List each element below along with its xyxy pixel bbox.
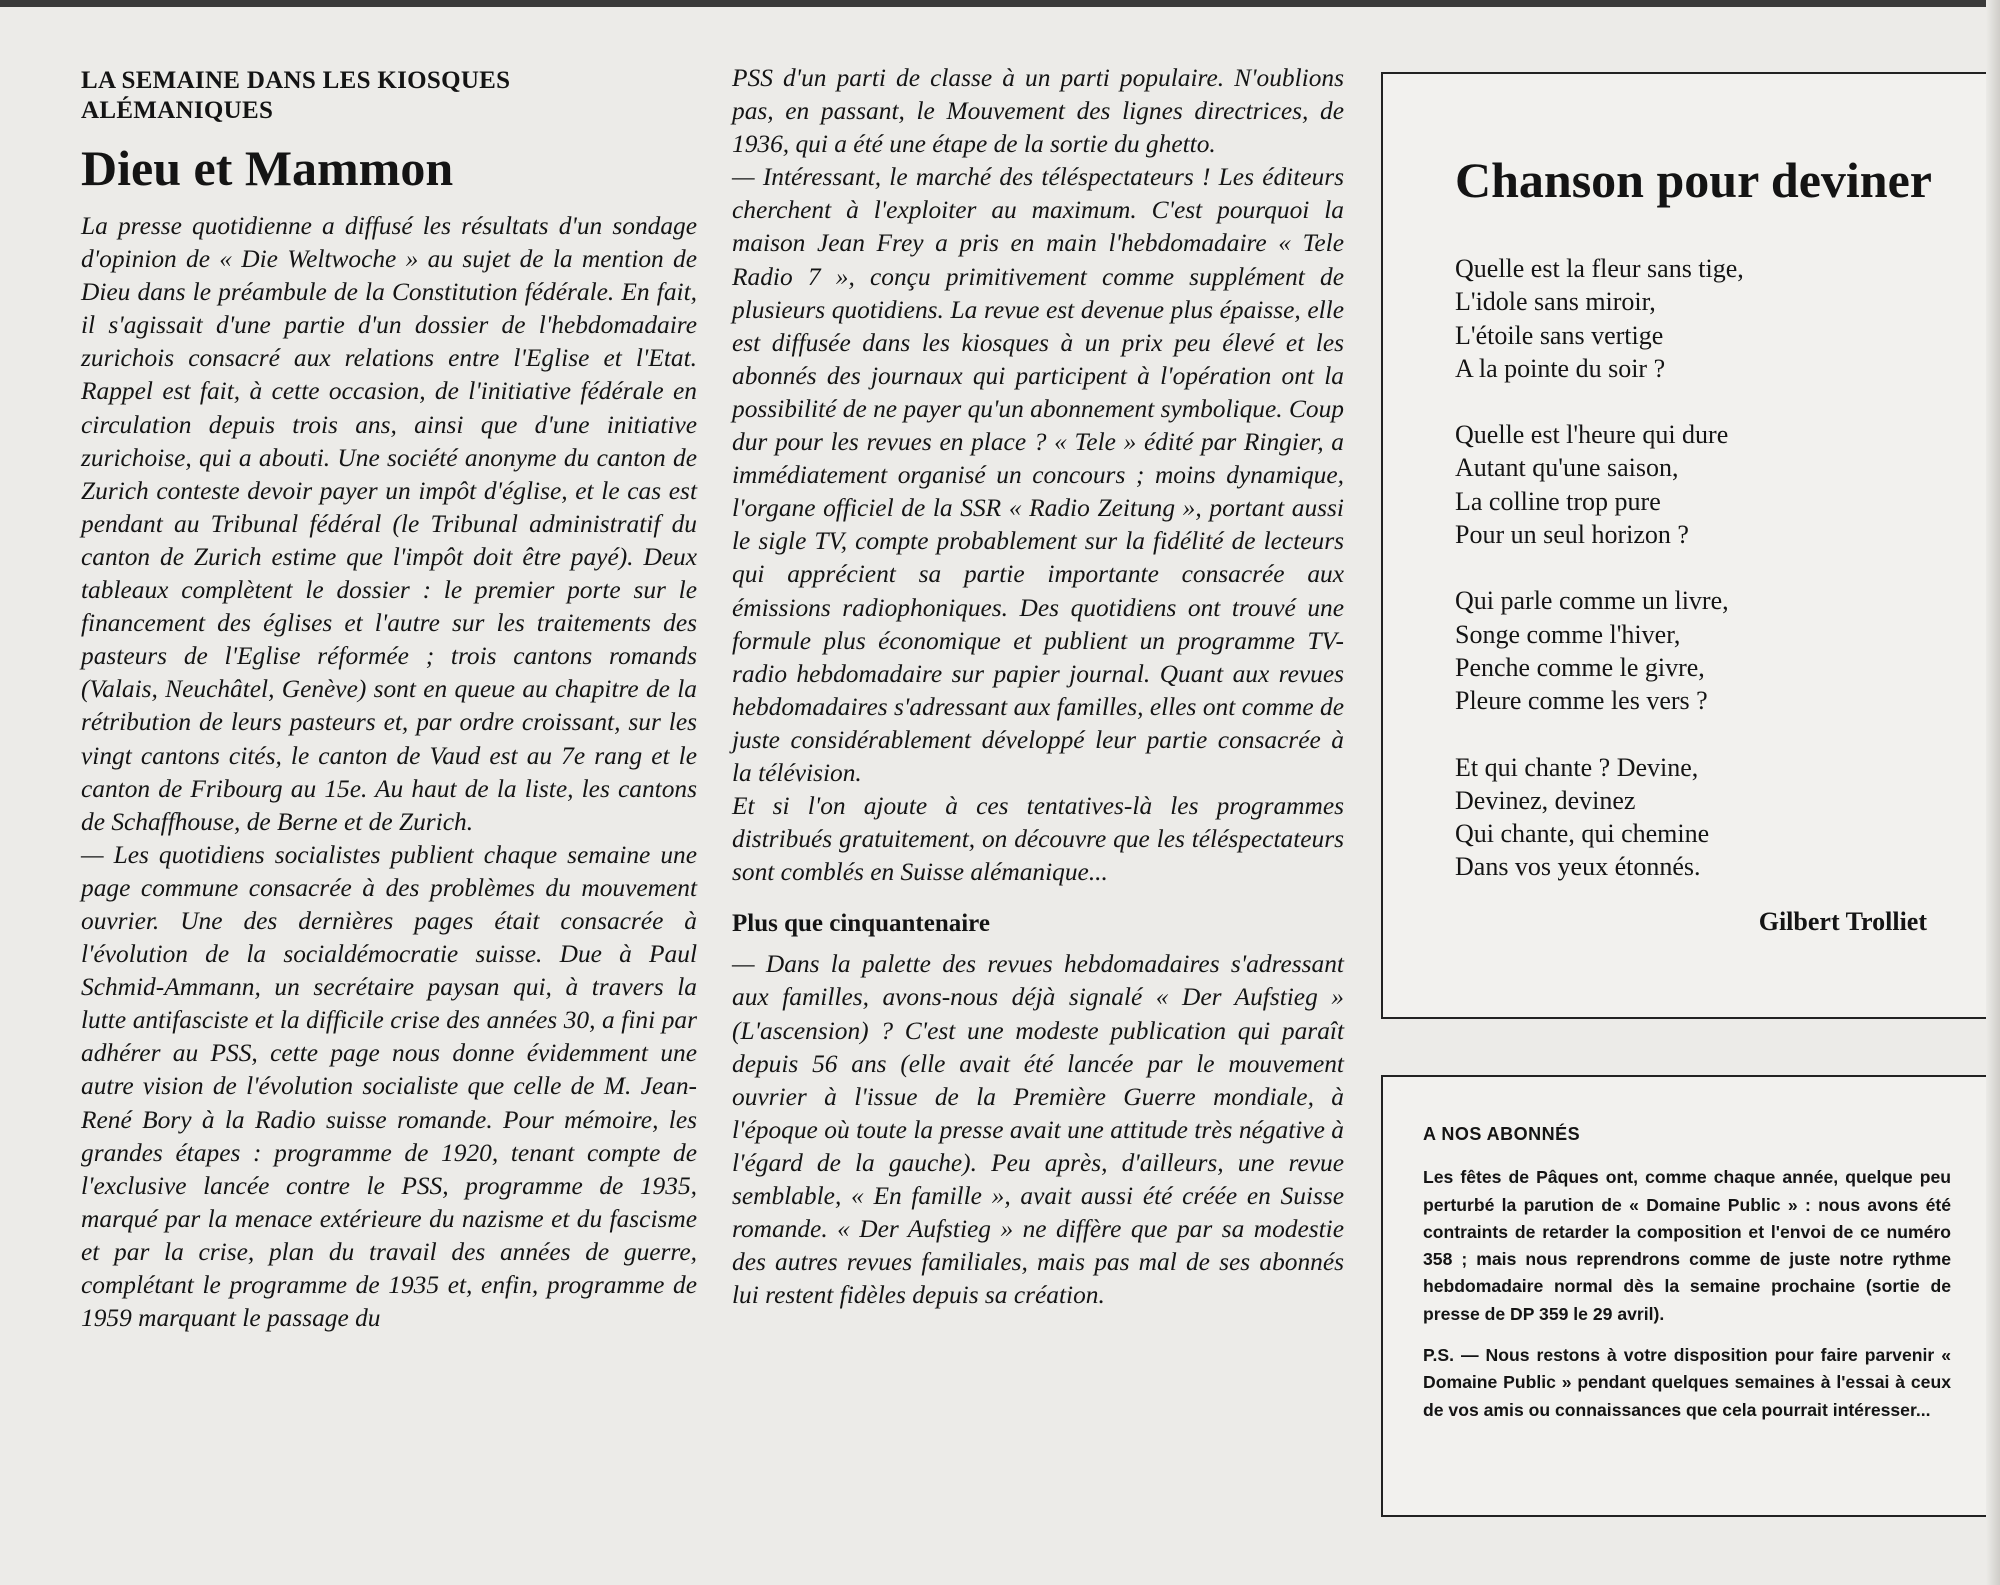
article-paragraph-1: La presse quotidienne a diffusé les résultats d'un sondage d'opinion de « Die Weltwoche » au sujet de la mention de Dieu dans le préambule de la Constitution fédérale. En fait, il s'agissait d'une partie d'un dossier de l'hebdomadaire zurichois consacré aux relations entre l'Eglise et l'Etat. Rappel est fait, à cette occasion, de l'initiative fédérale en circulation depuis trois ans, ainsi que d'une initiative zurichoise, qui a abouti. Une société anonyme du canton de Zurich conteste devoir payer un impôt d'église, et le cas est pendant au Tribunal fédéral (le Tribunal administratif du canton de Zurich estime que l'impôt doit être payé). Deux tableaux complètent le dossier : le premier porte sur le financement des églises et l'autre sur les traitements des pasteurs de l'Eglise réformée ; trois cantons romands (Valais, Neuchâtel, Genève) sont en queue au chapitre de la rétribution de leurs pasteurs et, par ordre croissant, sur les vingt cantons cités, le canton de Vaud est au 7e rang et le canton de Fribourg au 15e. Au haut de la liste, les cantons de Schaffhouse, de Berne et de Zurich. <box>81 212 697 836</box>
poem-line: Qui chante, qui chemine <box>1455 819 1710 849</box>
poem-line: Penche comme le givre, <box>1455 652 1705 682</box>
page-fold-shadow <box>1986 0 2000 1585</box>
notice-title: A NOS ABONNÉS <box>1423 1124 1581 1144</box>
subscriber-notice <box>1423 1121 1951 1438</box>
poem-line: Pour un seul horizon ? <box>1455 520 1689 550</box>
article-paragraph-4: Et si l'on ajoute à ces tentatives-là les programmes distribués gratuitement, on découvre que les téléspectateurs sont comblés en Suisse alémanique... <box>732 792 1344 887</box>
poem-stanza <box>1455 584 1744 717</box>
poem-line: L'idole sans miroir, <box>1455 287 1656 317</box>
poem-line: Qui parle comme un livre, <box>1455 586 1729 616</box>
page-top-rule <box>0 0 2000 7</box>
article-column-1 <box>81 62 697 1335</box>
poem-line: L'étoile sans vertige <box>1455 320 1664 350</box>
article-title: Dieu et Mammon <box>81 140 454 196</box>
poem-author: Gilbert Trolliet <box>1758 907 1927 936</box>
poem-line: Quelle est la fleur sans tige, <box>1455 254 1744 283</box>
poem-line: Pleure comme les vers ? <box>1455 686 1708 716</box>
article-subhead: Plus que cinquantenaire <box>732 910 990 938</box>
article-kicker: LA SEMAINE DANS LES KIOSQUES ALÉMANIQUES <box>81 67 511 124</box>
poem-stanza <box>1455 418 1744 551</box>
article-paragraph-2-part-1: — Les quotidiens socialistes publient chaque semaine une page commune consacrée à des problèmes du mouvement ouvrier. Une des dernières pages était consacrée à l'évolution de la socialdémocratie suisse. Due à Paul Schmid-Ammann, un secrétaire paysan qui, à travers la lutte antifasciste et la difficile crise des années 30, a fini par adhérer au PSS, cette page nous donne évidemment une autre vision de l'évolution socialiste que celle de M. Jean-René Bory à la Radio suisse romande. Pour mémoire, les grandes étapes : programme de 1920, tenant compte de l'exclusive lancée contre le PSS, programme de 1935, marqué par la menace extérieure du nazisme et du fascisme et par la crise, plan du travail des années de guerre, complétant le programme de 1935 et, enfin, programme de 1959 marquant le passage du <box>81 840 697 1333</box>
poem-line: Dans vos yeux étonnés. <box>1455 852 1701 882</box>
poem-stanza <box>1455 751 1744 884</box>
notice-paragraph-1: Les fêtes de Pâques ont, comme chaque année, quelque peu perturbé la parution de « Domaine Public » : nous avons été contraints de retarder la composition et l'envoi de ce numéro 358 ; mais nous reprendrons comme de juste notre rythme hebdomadaire normal dès la semaine prochaine (sortie de presse de DP 359 le 29 avril). <box>1423 1167 1951 1324</box>
poem-line: Quelle est l'heure qui dure <box>1455 420 1729 450</box>
poem-line: Songe comme l'hiver, <box>1455 619 1681 649</box>
poem-line: Autant qu'une saison, <box>1455 453 1679 483</box>
subscriber-notice-box <box>1381 1075 1991 1517</box>
article-paragraph-3: — Intéressant, le marché des téléspectateurs ! Les éditeurs cherchent à l'exploiter au maximum. C'est pourquoi la maison Jean Frey a pris en main l'hebdomadaire « Tele Radio 7 », conçu primitivement comme supplément de plusieurs quotidiens. La revue est devenue plus épaisse, elle est diffusée dans les kiosques à un prix peu élevé et les abonnés des journaux qui participent à l'opération ont la possibilité de ne payer qu'un abonnement symbolique. Coup dur pour les revues en place ? « Tele » édité par Ringier, a immédiatement organisé un concours ; moins dynamique, l'organe officiel de la SSR « Radio Zeitung », portant aussi le sigle TV, compte probablement sur la fidélité de lecteurs qui apprécient sa partie importante consacrée aux émissions radiophoniques. Des quotidiens ont trouvé une formule plus économique et publient un programme TV-radio hebdomadaire sur papier journal. Quant aux revues hebdomadaires s'adressant aux familles, elles ont comme de juste considérablement développé leur partie consacrée à la télévision. <box>732 163 1344 787</box>
poem-line: Devinez, devinez <box>1455 785 1636 815</box>
article-sub-paragraph: — Dans la palette des revues hebdomadaires s'adressant aux familles, avons-nous déjà signalé « Der Aufstieg » (L'ascension) ? C'est une modeste publication qui paraît depuis 56 ans (elle avait été lancée par le mouvement ouvrier à l'issue de la Première Guerre mondiale, à l'époque où toute la presse avait une attitude très négative à l'égard de la gauche). Peu après, d'ailleurs, une revue semblable, « En famille », avait aussi été créée en Suisse romande. « Der Aufstieg » ne diffère que par sa modestie des autres revues familiales, mais pas mal de ses abonnés lui restent fidèles depuis sa création. <box>732 950 1344 1310</box>
poem-line: A la pointe du soir ? <box>1455 353 1666 383</box>
poem-box <box>1381 72 1991 1019</box>
article-column-2 <box>732 62 1344 1312</box>
poem-title: Chanson pour deviner <box>1455 152 1932 208</box>
notice-paragraph-2: P.S. — Nous restons à votre disposition pour faire parvenir « Domaine Public » pendant quelques semaines à l'essai à ceux de vos amis ou connaissances que cela pourrait intéresser... <box>1423 1345 1951 1420</box>
article-paragraph-2-part-2: PSS d'un parti de classe à un parti populaire. N'oublions pas, en passant, le Mouvement des lignes directrices, de 1936, qui a été une étape de la sortie du ghetto. <box>732 64 1344 159</box>
poem-line: La colline trop pure <box>1455 486 1661 516</box>
poem-line: Et qui chante ? Devine, <box>1455 752 1699 782</box>
poem-stanzas <box>1455 252 1744 917</box>
poem-stanza <box>1455 252 1744 385</box>
